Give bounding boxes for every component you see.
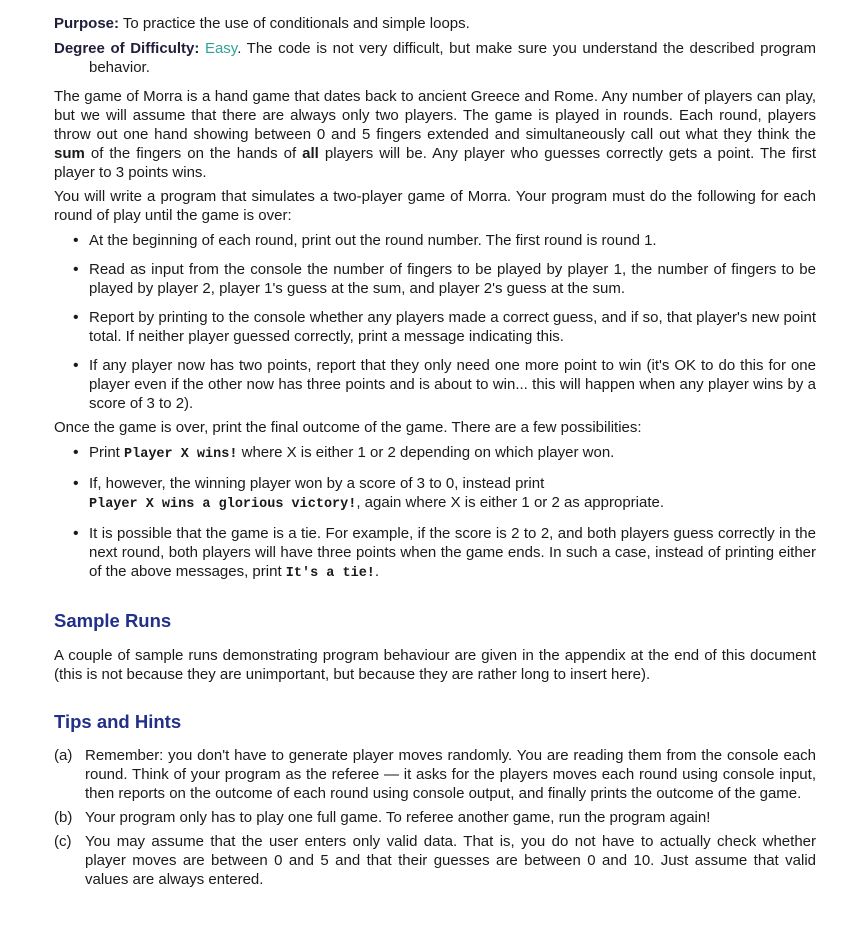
list-item xyxy=(54,443,816,464)
outcome-2-text-a: If, however, the winning player won by a score of 3 to 0, instead print xyxy=(89,475,545,492)
intro-text-c: players will be. Any player who guesses correctly gets a point. The first player to 3 points wins. xyxy=(54,145,816,181)
tip-text: Your program only has to play one full game. To referee another game, run the program again! xyxy=(85,809,711,826)
outcome-3-text-b: . xyxy=(374,563,380,580)
emphasis-sum: sum xyxy=(54,145,85,162)
tip-marker: (a) xyxy=(54,747,73,764)
list-item: • Read as input from the console the number of fingers to be played by player 1, the number of fingers to be played by player 2, player 1's guess at the sum, and player 2's guess at the sum. xyxy=(54,260,816,298)
list-item xyxy=(54,524,816,583)
list-item: • If any player now has two points, report that they only need one more point to win (it's OK to do this for one player even if the other now has three points and is about to win... this will happen when any player wins by a score of 3 to 2). xyxy=(54,356,816,413)
tip-text: You may assume that the user enters only valid data. That is, you do not have to actually check whether player moves are between 0 and 5 and that their guesses are between 0 and 10. Just assume that valid values are always entered. xyxy=(85,833,816,888)
list-item: • At the beginning of each round, print out the round number. The first round is round 1. xyxy=(54,231,816,250)
difficulty-text: . The code is not very difficult, but make sure you understand the described program behavior. xyxy=(89,40,816,76)
tips-list xyxy=(54,746,816,889)
outcome-1-text-b: where X is either 1 or 2 depending on which player won. xyxy=(237,444,615,461)
list-item xyxy=(54,808,816,827)
intro-text-b: of the fingers on the hands of xyxy=(84,145,303,162)
outcome-1-code: Player X wins! xyxy=(124,447,238,462)
outcomes-list xyxy=(54,443,816,583)
intro-paragraph-1 xyxy=(54,87,816,182)
list-item xyxy=(54,746,816,803)
tips-heading: Tips and Hints xyxy=(54,711,182,732)
outcome-2-code: Player X wins a glorious victory! xyxy=(89,497,357,512)
tip-marker: (c) xyxy=(54,833,72,850)
outcome-1-text-a: Print xyxy=(89,444,125,461)
difficulty-level: Easy xyxy=(204,40,238,57)
sample-runs-heading: Sample Runs xyxy=(54,610,172,631)
difficulty-line xyxy=(54,39,816,77)
assignment-page xyxy=(54,10,816,889)
intro-text-a: The game of Morra is a hand game that dates back to ancient Greece and Rome. Any number of players can play, but we will assume that there are always only two players. The game is played in rounds. Each round, players throw out one hand showing between 0 and 5 fingers extended and simultaneously call out what they think the xyxy=(54,88,816,143)
intro-paragraph-2: You will write a program that simulates a two-player game of Morra. Your program must do the following for each round of play until the game is over: xyxy=(54,188,816,224)
purpose-text: To practice the use of conditionals and simple loops. xyxy=(122,15,470,32)
purpose-line xyxy=(54,14,816,33)
outcome-intro: Once the game is over, print the final outcome of the game. There are a few possibilities: xyxy=(54,419,642,436)
emphasis-all: all xyxy=(302,145,319,162)
tip-marker: (b) xyxy=(54,809,73,826)
round-steps-list xyxy=(54,231,816,413)
list-item xyxy=(54,832,816,889)
outcome-3-code: It's a tie! xyxy=(285,566,375,581)
outcome-2-text-b: , again where X is either 1 or 2 as appropriate. xyxy=(356,494,665,511)
difficulty-label: Degree of Difficulty: xyxy=(54,40,200,57)
tip-text: Remember: you don't have to generate player moves randomly. You are reading them from the console each round. Think of your program as the referee — it asks for the players moves each round using console input, then reports on the outcome of each round using console output, and finally prints the outcome of the game. xyxy=(85,747,816,802)
list-item: • Report by printing to the console whether any players made a correct guess, and if so, that player's new point total. If neither player guessed correctly, print a message indicating this. xyxy=(54,308,816,346)
sample-runs-text: A couple of sample runs demonstrating program behaviour are given in the appendix at the end of this document (this is not because they are unimportant, but because they are rather long to insert here). xyxy=(54,647,816,683)
purpose-label: Purpose: xyxy=(54,15,120,32)
outcome-3-text-a: It is possible that the game is a tie. For example, if the score is 2 to 2, and both players guess correctly in the next round, both players will have three points when the game ends. In such a case, instead of printing either of the above messages, print xyxy=(89,525,816,580)
list-item xyxy=(54,474,816,514)
